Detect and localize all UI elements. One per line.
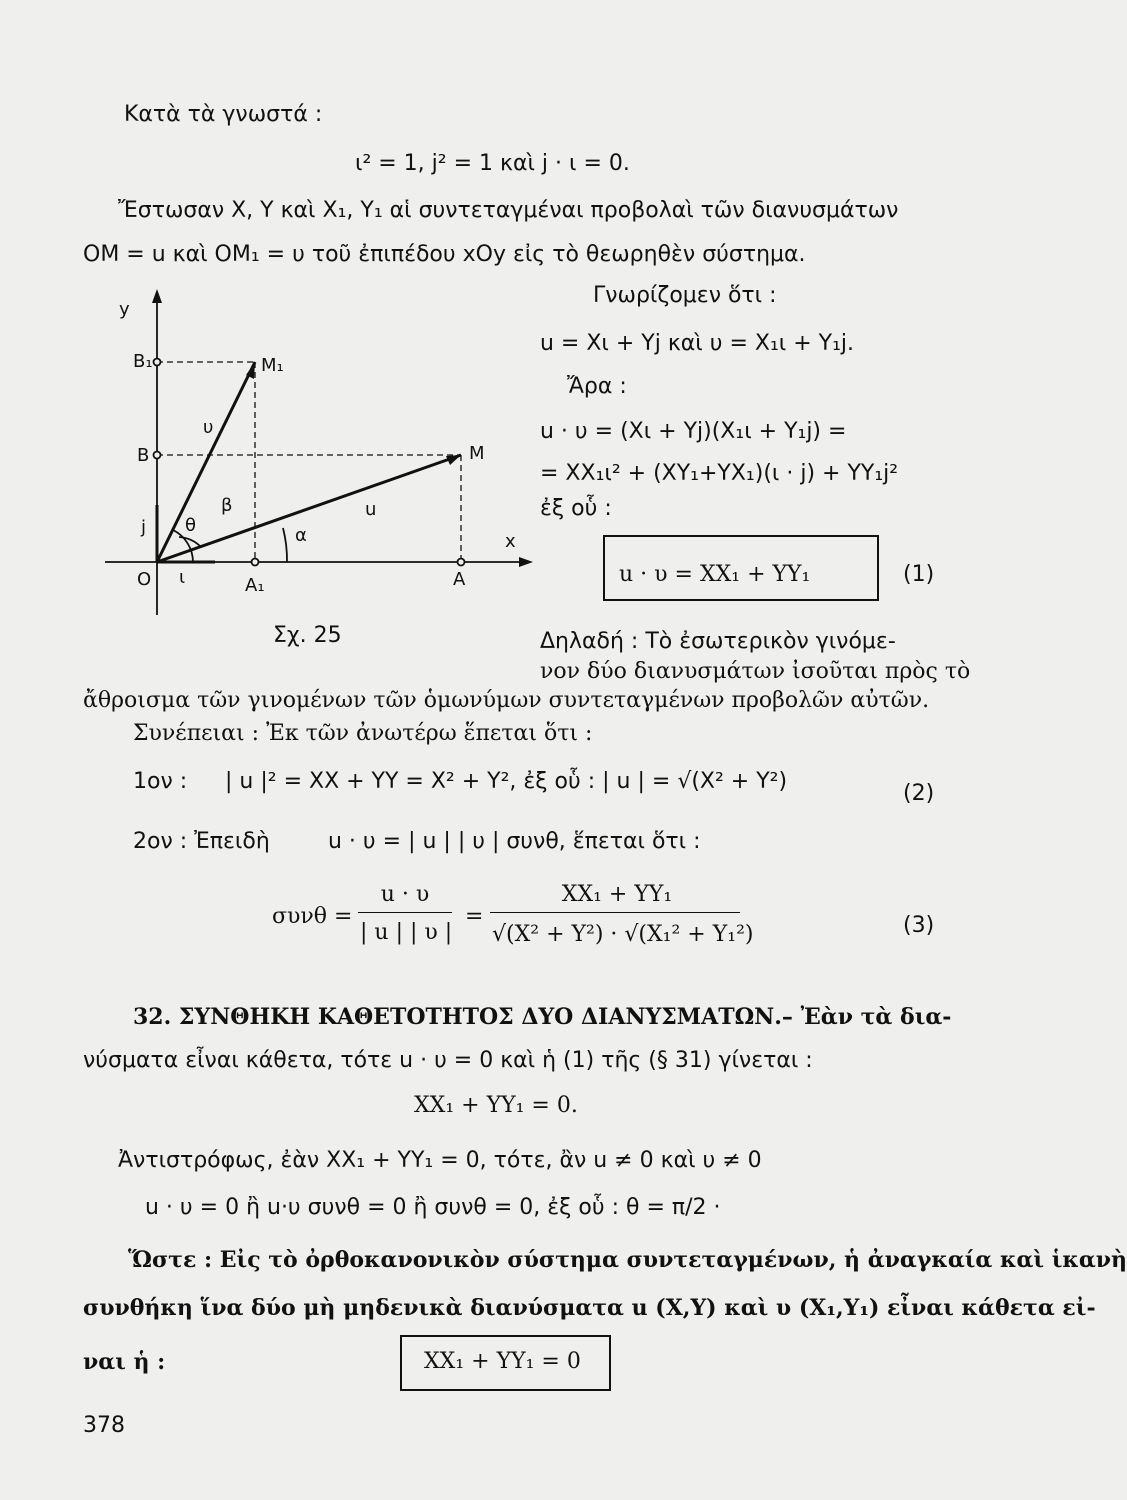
label-b1: B₁ <box>133 351 153 372</box>
label-theta: θ <box>185 515 197 536</box>
label-alpha: α <box>295 525 307 546</box>
label-m1: M₁ <box>261 355 284 376</box>
equation-number: (1) <box>903 562 935 587</box>
text-line: Κατὰ τὰ γνωστά : <box>124 102 323 127</box>
equation-vectors: u = Χι + Υj καὶ υ = Χ₁ι + Υ₁j. <box>540 331 855 356</box>
label-v: υ <box>203 417 214 438</box>
equals-sign: = <box>465 904 484 929</box>
vector-om-head <box>446 455 461 465</box>
equation-unit-vectors: ι² = 1, j² = 1 καὶ j · ι = 0. <box>355 151 630 176</box>
item-label: 1ον : <box>133 769 188 794</box>
fraction-2-numerator: ΧΧ₁ + ΥΥ₁ <box>561 882 673 907</box>
text-line: Ἀντιστρόφως, ἐὰν ΧΧ₁ + ΥΥ₁ = 0, τότε, ἂν u ≠ 0 καὶ υ ≠ 0 <box>118 1148 762 1173</box>
point-b1 <box>154 359 161 366</box>
result-box <box>603 535 879 601</box>
text-line: Συνέπειαι : Ἐκ τῶν ἀνωτέρω ἕπεται ὅτι : <box>133 721 593 746</box>
boxed-equation: u · υ = ΧΧ₁ + ΥΥ₁ <box>619 562 811 587</box>
text-line: ΟΜ = u καὶ ΟΜ₁ = υ τοῦ ἐπιπέδου xOy εἰς τὸ θεωρηθὲν σύστημα. <box>83 242 806 267</box>
fraction-1-denominator: | u | | υ | <box>360 920 453 945</box>
fraction-2-denominator: √(Χ² + Υ²) · √(Χ₁² + Υ₁²) <box>492 922 754 947</box>
label-j: j <box>141 517 147 538</box>
result-box-condition <box>400 1335 611 1391</box>
equation-dot: u · υ = | u | | υ | συνθ, ἕπεται ὅτι : <box>328 829 701 854</box>
label-u: u <box>365 499 377 520</box>
item-label: 2ον : Ἐπειδὴ <box>133 829 270 854</box>
point-b <box>154 452 161 459</box>
equation-expanded: = ΧΧ₁ι² + (ΧΥ₁+ΥΧ₁)(ι · j) + ΥΥ₁j² <box>540 461 899 486</box>
equation-condition: ΧΧ₁ + ΥΥ₁ = 0. <box>414 1093 578 1118</box>
figure-caption: Σχ. 25 <box>273 623 342 648</box>
label-x: x <box>505 531 516 552</box>
equation-number: (2) <box>903 781 935 806</box>
page-number: 378 <box>83 1413 125 1438</box>
arc-alpha <box>283 528 287 562</box>
equation-product: u · υ = (Χι + Υj)(Χ₁ι + Υ₁j) = <box>540 419 847 444</box>
text-line: Δηλαδή : Τὸ ἐσωτερικὸν γινόμε- <box>540 629 896 654</box>
text-line: ἄθροισμα τῶν γινομένων τῶν ὁμωνύμων συντεταγμένων προβολῶν αὐτῶν. <box>83 688 930 713</box>
text-line: Ἔστωσαν Χ, Υ καὶ Χ₁, Υ₁ αἱ συντεταγμέναι προβολαὶ τῶν διανυσμάτων <box>118 198 899 223</box>
label-b: B <box>137 445 150 466</box>
text-line: Ἄρα : <box>567 374 627 399</box>
fraction-bar <box>358 912 452 913</box>
text-line: νύσματα εἶναι κάθετα, τότε u · υ = 0 καὶ ἡ (1) τῆς (§ 31) γίνεται : <box>83 1048 813 1073</box>
label-m: M <box>469 443 485 464</box>
section-heading: 32. ΣΥΝΘΗΚΗ ΚΑΘΕΤΟΤΗΤΟΣ ΔΥΟ ΔΙΑΝΥΣΜΑΤΩΝ.– Ἐὰν τὰ δια- <box>133 1004 952 1030</box>
text-line: νον δύο διανυσμάτων ἰσοῦται πρὸς τὸ <box>540 659 971 684</box>
figure-vector-diagram <box>105 285 535 635</box>
equation-norm: | u |² = ΧΧ + ΥΥ = Χ² + Υ², ἐξ οὗ : | u | = √(Χ² + Υ²) <box>225 769 788 794</box>
point-a1 <box>252 559 259 566</box>
point-a <box>458 559 465 566</box>
y-axis-arrow <box>152 289 162 303</box>
text-line: Ὥστε : Εἰς τὸ ὀρθοκανονικὸν σύστημα συντεταγμένων, ἡ ἀναγκαία καὶ ἱκανὴ <box>128 1247 1127 1273</box>
text-line: ναι ἡ : <box>83 1349 166 1375</box>
equation-number: (3) <box>903 913 935 938</box>
text-line: συνθήκη ἵνα δύο μὴ μηδενικὰ διανύσματα u (Χ,Υ) καὶ υ (Χ₁,Υ₁) εἶναι κάθετα εἰ- <box>83 1295 1096 1321</box>
label-a1: A₁ <box>245 575 265 596</box>
text-line: ἐξ οὗ : <box>540 496 612 521</box>
arc-theta <box>179 537 201 547</box>
cos-lhs: συνθ = <box>272 904 353 929</box>
label-i: ι <box>179 567 186 588</box>
x-axis-arrow <box>519 557 533 567</box>
fraction-1-numerator: u · υ <box>380 882 430 907</box>
label-o: O <box>137 569 152 590</box>
label-a: A <box>453 569 466 590</box>
text-line: Γνωρίζομεν ὅτι : <box>593 283 777 308</box>
label-beta: β <box>221 495 233 516</box>
fraction-bar <box>490 912 740 913</box>
label-y: y <box>119 299 130 320</box>
text-line: u · υ = 0 ἢ u·υ συνθ = 0 ἢ συνθ = 0, ἐξ οὗ : θ = π/2 · <box>145 1195 721 1220</box>
boxed-equation: ΧΧ₁ + ΥΥ₁ = 0 <box>424 1349 581 1374</box>
